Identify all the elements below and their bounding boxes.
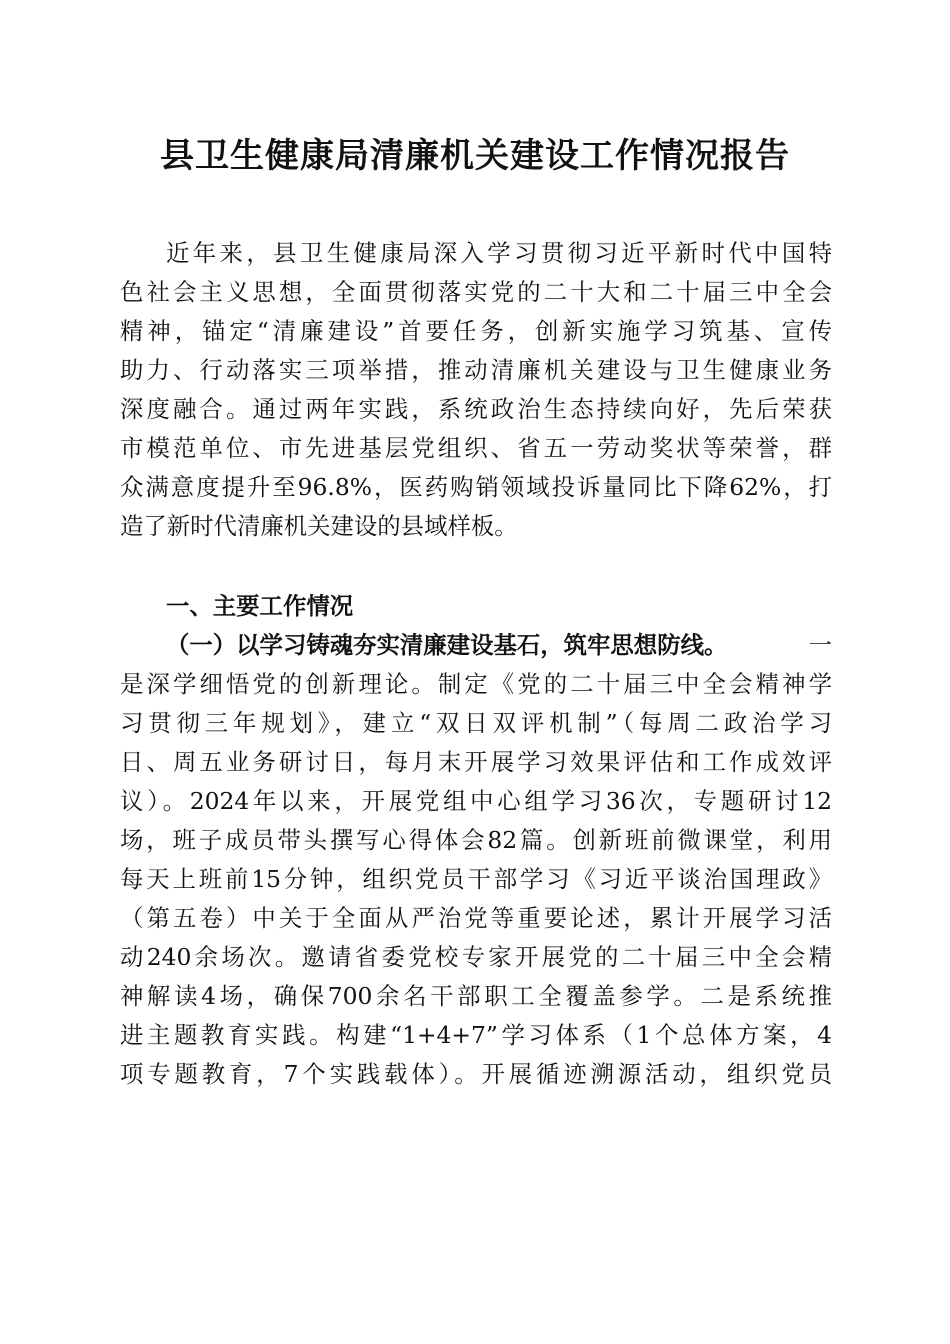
section1-paragraph <box>120 626 832 1094</box>
intro-line: 市模范单位、市先进基层党组织、省五一劳动奖状等荣誉，群 <box>120 434 832 462</box>
subheading-line <box>120 626 832 665</box>
body-line: 动240余场次。邀请省委党校专家开展党的二十届三中全会精 <box>120 943 832 971</box>
subsection-heading: （一）以学习铸魂夯实清廉建设基石，筑牢思想防线。 <box>166 631 728 659</box>
intro-line: 深度融合。通过两年实践，系统政治生态持续向好，先后荣获 <box>120 395 832 423</box>
body-line: 进主题教育实践。构建“1+4+7”学习体系（1个总体方案，4 <box>120 1021 832 1049</box>
body-line: （第五卷）中关于全面从严治党等重要论述，累计开展学习活 <box>120 904 832 932</box>
body-line: 场，班子成员带头撰写心得体会82篇。创新班前微课堂，利用 <box>120 826 832 854</box>
body-line: 习贯彻三年规划》，建立“双日双评机制”（每周二政治学习 <box>120 709 832 737</box>
body-line: 每天上班前15分钟，组织党员干部学习《习近平谈治国理政》 <box>120 865 832 893</box>
intro-line: 助力、行动落实三项举措，推动清廉机关建设与卫生健康业务 <box>120 356 832 384</box>
subsection-first-text: 一 <box>808 631 832 659</box>
intro-line: 众满意度提升至96.8%，医药购销领域投诉量同比下降62%，打 <box>120 473 832 501</box>
intro-paragraph <box>120 234 832 546</box>
intro-line: 精神，锚定“清廉建设”首要任务，创新实施学习筑基、宣传 <box>120 317 832 345</box>
body-line: 项专题教育，7个实践载体）。开展循迹溯源活动，组织党员 <box>120 1060 832 1088</box>
intro-line: 造了新时代清廉机关建设的县域样板。 <box>120 512 518 540</box>
document-title: 县卫生健康局清廉机关建设工作情况报告 <box>160 136 790 176</box>
body-line: 日、周五业务研讨日，每月末开展学习效果评估和工作成效评 <box>120 748 832 776</box>
section-heading: 一、主要工作情况 <box>166 592 354 620</box>
intro-line: 色社会主义思想，全面贯彻落实党的二十大和二十届三中全会 <box>120 278 832 306</box>
body-line: 神解读4场，确保700余名干部职工全覆盖参学。二是系统推 <box>120 982 832 1010</box>
body-line: 是深学细悟党的创新理论。制定《党的二十届三中全会精神学 <box>120 670 832 698</box>
body-line: 议）。2024年以来，开展党组中心组学习36次，专题研讨12 <box>120 787 832 815</box>
intro-line: 近年来，县卫生健康局深入学习贯彻习近平新时代中国特 <box>166 239 832 267</box>
